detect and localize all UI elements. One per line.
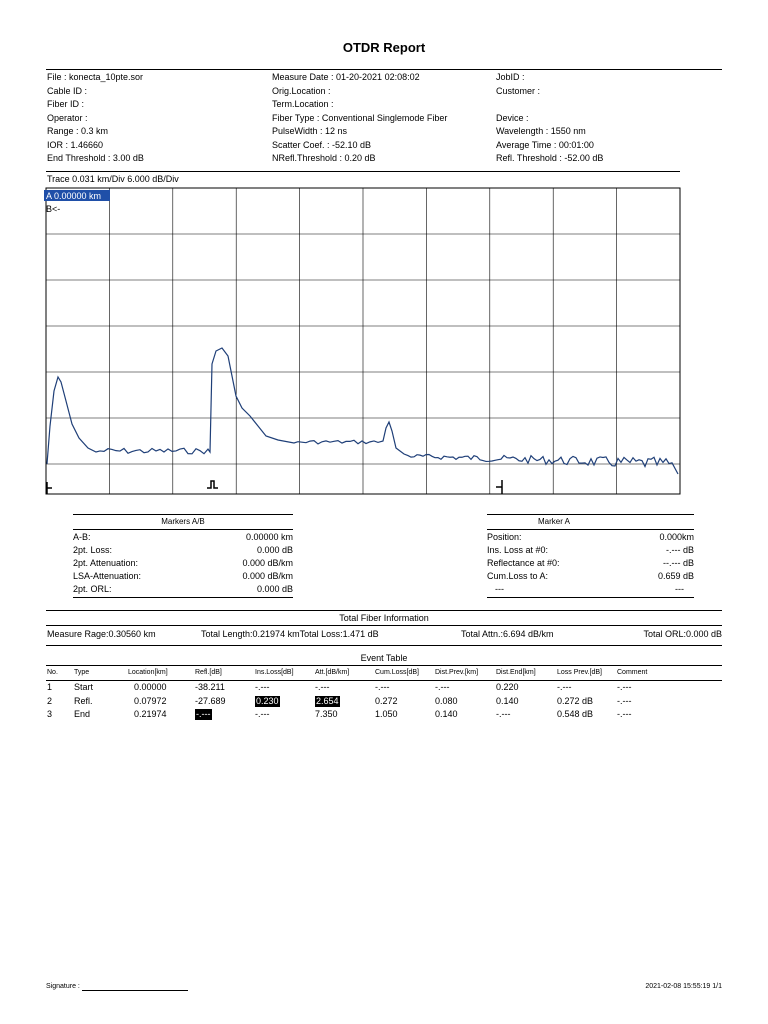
- table-row: 3 End 0.21974 -.--- -.--- 7.350 1.050 0.140 -.--- 0.548 dB -.---: [47, 709, 632, 719]
- total-length-loss: Total Length:0.21974 kmTotal Loss:1.471 dB: [201, 629, 379, 639]
- cable-id: Cable ID :: [47, 85, 88, 96]
- total-fiber-title: Total Fiber Information: [339, 613, 429, 623]
- report-title: OTDR Report: [342, 40, 426, 55]
- signature-label: Signature :: [46, 983, 80, 990]
- markers-ab-row: 2pt. Loss: 0.000 dB: [73, 545, 293, 555]
- fiber-id: Fiber ID :: [47, 99, 85, 109]
- ior: IOR : 1.46660: [47, 139, 104, 150]
- refl-threshold: Refl. Threshold : -52.00 dB: [496, 153, 604, 163]
- trace-top-line: [46, 171, 680, 172]
- marker-a-title: Marker A: [537, 517, 570, 526]
- orig-location: Orig.Location :: [272, 85, 331, 96]
- scatter-coef: Scatter Coef. : -52.10 dB: [272, 139, 372, 150]
- refl-highlight: -.---: [196, 709, 211, 719]
- customer: Customer :: [496, 85, 541, 96]
- markers-ab-row: LSA-Attenuation: 0.000 dB/km: [73, 571, 293, 581]
- markers-ab-table: [73, 532, 293, 597]
- event-table: [46, 668, 722, 680]
- blank-line: [496, 98, 603, 112]
- markers-ab-title: Markers A/B: [161, 517, 205, 526]
- markers-ab-row: 2pt. ORL: 0.000 dB: [73, 584, 293, 594]
- marker-a-row: --- ---: [495, 584, 684, 594]
- ins-loss-highlight: 0.230: [256, 695, 279, 706]
- header-col3: [496, 71, 603, 166]
- header-divider: [46, 69, 722, 70]
- table-row: 1 Start 0.00000 -38.211 -.--- -.--- -.--- -.--- 0.220 -.--- -.---: [47, 682, 632, 692]
- marker-a-row: Position: 0.000km: [487, 532, 694, 542]
- file-name: File : konecta_10pte.sor: [47, 72, 144, 82]
- markers-ab-divider: [73, 529, 293, 530]
- event-table-header-divider: [46, 680, 722, 681]
- total-fiber-divider: [46, 625, 722, 626]
- trace-label: Trace 0.031 km/Div 6.000 dB/Div: [47, 174, 179, 184]
- marker-a-label[interactable]: A 0.00000 km: [46, 191, 102, 201]
- event-table-top: [46, 665, 722, 666]
- att-highlight: 2.654: [316, 695, 339, 706]
- measure-date: Measure Date : 01-20-2021 02:08:02: [272, 72, 420, 82]
- range: Range : 0.3 km: [47, 126, 109, 136]
- total-orl: Total ORL:0.000 dB: [643, 629, 722, 639]
- marker-a-bottom: [487, 597, 694, 598]
- nrefl-threshold: NRefl.Threshold : 0.20 dB: [272, 153, 376, 163]
- event-table-body: [46, 682, 722, 723]
- trace-chart[interactable]: [44, 186, 684, 498]
- marker-a-row: Cum.Loss to A: 0.659 dB: [487, 571, 694, 581]
- total-attn: Total Attn.:6.694 dB/km: [461, 629, 554, 639]
- footer-timestamp: 2021-02-08 15:55:19 1/1: [645, 983, 722, 990]
- pulse-width: PulseWidth : 12 ns: [272, 126, 348, 136]
- total-fiber-bottom: [46, 645, 722, 646]
- event-marker-end: [496, 480, 502, 494]
- markers-ab-row: 2pt. Attenuation: 0.000 dB/km: [73, 558, 293, 568]
- term-location: Term.Location :: [272, 99, 334, 109]
- marker-b-label[interactable]: B<-: [46, 204, 61, 214]
- signature-line[interactable]: [82, 990, 188, 991]
- job-id: JobID :: [496, 72, 525, 82]
- fiber-type: Fiber Type : Conventional Singlemode Fiber: [272, 112, 448, 123]
- average-time: Average Time : 00:01:00: [496, 139, 594, 150]
- trace-line: [47, 348, 678, 474]
- marker-a-top: [487, 514, 694, 515]
- total-fiber-top: [46, 610, 722, 611]
- device: Device :: [496, 112, 529, 123]
- markers-ab-bottom: [73, 597, 293, 598]
- marker-a-row: Reflectance at #0: --.--- dB: [487, 558, 694, 568]
- marker-a-row: Ins. Loss at #0: -.--- dB: [487, 545, 694, 555]
- table-row: 2 Refl. 0.07972 -27.689 0.230 2.654 0.272 0.080 0.140 0.272 dB -.---: [47, 695, 632, 706]
- event-table-header: No. Type Location[km] Refl.[dB] Ins.Loss[dB] Att.[dB/km] Cum.Loss[dB] Dist.Prev.[km] Dist.End[km] Loss Prev.[dB] Comment: [47, 669, 648, 676]
- marker-a-table: [487, 532, 694, 597]
- header-col1: [47, 71, 144, 166]
- trace-grid: [46, 188, 680, 494]
- event-table-title: Event Table: [360, 653, 408, 663]
- end-threshold: End Threshold : 3.00 dB: [47, 153, 144, 163]
- markers-ab-top: [73, 514, 293, 515]
- wavelength: Wavelength : 1550 nm: [496, 126, 586, 136]
- event-marker-refl: [207, 481, 218, 488]
- marker-a-divider: [487, 529, 694, 530]
- event-marker-start: [47, 482, 52, 494]
- operator: Operator :: [47, 112, 88, 123]
- header-col2: [272, 71, 447, 166]
- markers-ab-row: A-B: 0.00000 km: [73, 532, 293, 542]
- measure-range: Measure Rage:0.30560 km: [47, 629, 156, 639]
